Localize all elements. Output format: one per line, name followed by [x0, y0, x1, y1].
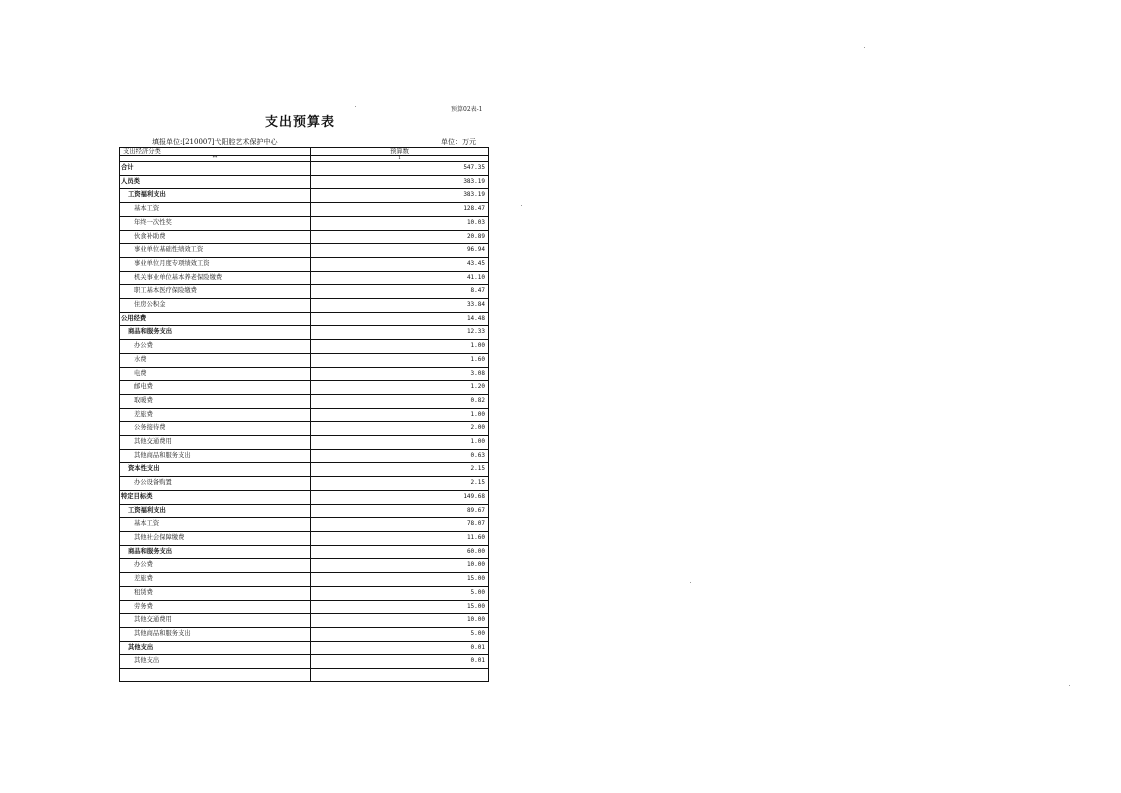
- row-budget-value: 0.63: [311, 449, 489, 463]
- row-budget-value: 0.82: [311, 394, 489, 408]
- form-code: 预算02表-1: [451, 106, 483, 113]
- table-row: [120, 436, 489, 450]
- row-budget-value: 1.00: [311, 340, 489, 354]
- row-category-name: 伙食补助费: [120, 230, 311, 244]
- table-row: [120, 600, 489, 614]
- page-title: 支出预算表: [264, 115, 335, 130]
- row-budget-value: 10.03: [311, 216, 489, 230]
- table-row: [120, 408, 489, 422]
- row-budget-value: 89.67: [311, 504, 489, 518]
- row-budget-value: 1.00: [311, 436, 489, 450]
- row-category-name: 公用经费: [120, 312, 311, 326]
- row-budget-value: 15.00: [311, 600, 489, 614]
- row-category-name: 办公设备购置: [120, 477, 311, 491]
- row-category-name: 基本工资: [120, 518, 311, 532]
- row-category-name: 差旅费: [120, 573, 311, 587]
- row-category-name: 年终一次性奖: [120, 216, 311, 230]
- table-row: [120, 285, 489, 299]
- row-budget-value: 0.01: [311, 655, 489, 669]
- row-category-name: 事业单位基础性绩效工资: [120, 244, 311, 258]
- budget-table: [119, 147, 489, 682]
- row-budget-value: 10.00: [311, 614, 489, 628]
- table-row: [120, 477, 489, 491]
- row-category-name: 其他商品和服务支出: [120, 627, 311, 641]
- row-category-name: 公务接待费: [120, 422, 311, 436]
- table-row: [120, 216, 489, 230]
- row-category-name: 商品和服务支出: [120, 326, 311, 340]
- table-row: [120, 531, 489, 545]
- table-row: [120, 203, 489, 217]
- row-budget-value: 96.94: [311, 244, 489, 258]
- table-header-row: [120, 148, 489, 156]
- row-budget-value: 8.47: [311, 285, 489, 299]
- table-row: [120, 189, 489, 203]
- table-row: [120, 381, 489, 395]
- row-category-name: 其他交通费用: [120, 614, 311, 628]
- row-budget-value: 78.07: [311, 518, 489, 532]
- scan-speck: [690, 582, 691, 583]
- table-row: [120, 312, 489, 326]
- row-category-name: 事业单位月度专项绩效工资: [120, 257, 311, 271]
- scan-speck: [355, 106, 356, 107]
- row-budget-value: 11.60: [311, 531, 489, 545]
- row-budget-value: 5.00: [311, 627, 489, 641]
- table-row: [120, 518, 489, 532]
- row-budget-value: 15.00: [311, 573, 489, 587]
- row-budget-value: 33.84: [311, 299, 489, 313]
- row-category-name: 其他支出: [120, 641, 311, 655]
- row-category-name: 合计: [120, 162, 311, 176]
- row-budget-value: 3.08: [311, 367, 489, 381]
- row-category-name: 电费: [120, 367, 311, 381]
- row-budget-value: 43.45: [311, 257, 489, 271]
- row-category-name: 差旅费: [120, 408, 311, 422]
- table-row: [120, 573, 489, 587]
- empty-cell: [311, 669, 489, 682]
- table-row: [120, 353, 489, 367]
- empty-cell: [120, 669, 311, 682]
- row-category-name: 特定目标类: [120, 490, 311, 504]
- table-row: [120, 641, 489, 655]
- table-row: [120, 367, 489, 381]
- row-budget-value: 149.68: [311, 490, 489, 504]
- table-row: [120, 244, 489, 258]
- row-budget-value: 128.47: [311, 203, 489, 217]
- table-row: [120, 627, 489, 641]
- row-budget-value: 383.19: [311, 175, 489, 189]
- row-budget-value: 1.20: [311, 381, 489, 395]
- table-row: [120, 299, 489, 313]
- table-row: [120, 257, 489, 271]
- table-row: [120, 559, 489, 573]
- subheader-col1: **: [120, 156, 311, 162]
- table-row: [120, 463, 489, 477]
- row-category-name: 基本工资: [120, 203, 311, 217]
- table-row: [120, 422, 489, 436]
- table-row: [120, 326, 489, 340]
- row-category-name: 资本性支出: [120, 463, 311, 477]
- row-budget-value: 2.15: [311, 463, 489, 477]
- meta-row: [152, 137, 476, 147]
- row-budget-value: 1.00: [311, 408, 489, 422]
- table-row: [120, 504, 489, 518]
- row-budget-value: 1.60: [311, 353, 489, 367]
- row-category-name: 工资福利支出: [120, 504, 311, 518]
- row-category-name: 办公费: [120, 340, 311, 354]
- table-row: [120, 655, 489, 669]
- table-row-empty: [120, 669, 489, 682]
- row-budget-value: 12.33: [311, 326, 489, 340]
- table-row: [120, 394, 489, 408]
- row-category-name: 办公费: [120, 559, 311, 573]
- table-row: [120, 162, 489, 176]
- row-category-name: 租赁费: [120, 586, 311, 600]
- row-category-name: 邮电费: [120, 381, 311, 395]
- row-category-name: 人员类: [120, 175, 311, 189]
- row-category-name: 职工基本医疗保险缴费: [120, 285, 311, 299]
- row-category-name: 其他支出: [120, 655, 311, 669]
- table-row: [120, 449, 489, 463]
- row-category-name: 其他交通费用: [120, 436, 311, 450]
- row-budget-value: 20.89: [311, 230, 489, 244]
- row-category-name: 取暖费: [120, 394, 311, 408]
- row-budget-value: 0.01: [311, 641, 489, 655]
- table-row: [120, 614, 489, 628]
- scan-speck: [1069, 685, 1070, 686]
- row-category-name: 机关事业单位基本养老保险缴费: [120, 271, 311, 285]
- filing-unit-label: 填报单位:[210007]弋阳腔艺术保护中心: [152, 138, 278, 146]
- row-budget-value: 10.00: [311, 559, 489, 573]
- header-economic-category: 支出经济分类: [120, 148, 311, 156]
- row-category-name: 商品和服务支出: [120, 545, 311, 559]
- table-row: [120, 490, 489, 504]
- table-row: [120, 230, 489, 244]
- row-category-name: 住房公积金: [120, 299, 311, 313]
- row-budget-value: 2.00: [311, 422, 489, 436]
- table-row: [120, 340, 489, 354]
- row-budget-value: 14.48: [311, 312, 489, 326]
- row-category-name: 其他商品和服务支出: [120, 449, 311, 463]
- row-category-name: 水费: [120, 353, 311, 367]
- row-budget-value: 60.00: [311, 545, 489, 559]
- subheader-col2: 1: [311, 156, 489, 162]
- scan-speck: [521, 205, 522, 206]
- table-row: [120, 271, 489, 285]
- row-category-name: 其他社会保障缴费: [120, 531, 311, 545]
- row-budget-value: 547.35: [311, 162, 489, 176]
- row-category-name: 工资福利支出: [120, 189, 311, 203]
- row-category-name: 劳务费: [120, 600, 311, 614]
- header-budget-amount: 预算数: [311, 148, 489, 156]
- row-budget-value: 383.19: [311, 189, 489, 203]
- currency-unit-label: 单位：万元: [441, 138, 476, 146]
- table-row: [120, 545, 489, 559]
- row-budget-value: 5.00: [311, 586, 489, 600]
- row-budget-value: 41.10: [311, 271, 489, 285]
- table-row: [120, 175, 489, 189]
- row-budget-value: 2.15: [311, 477, 489, 491]
- table-row: [120, 586, 489, 600]
- scan-speck: [864, 47, 865, 48]
